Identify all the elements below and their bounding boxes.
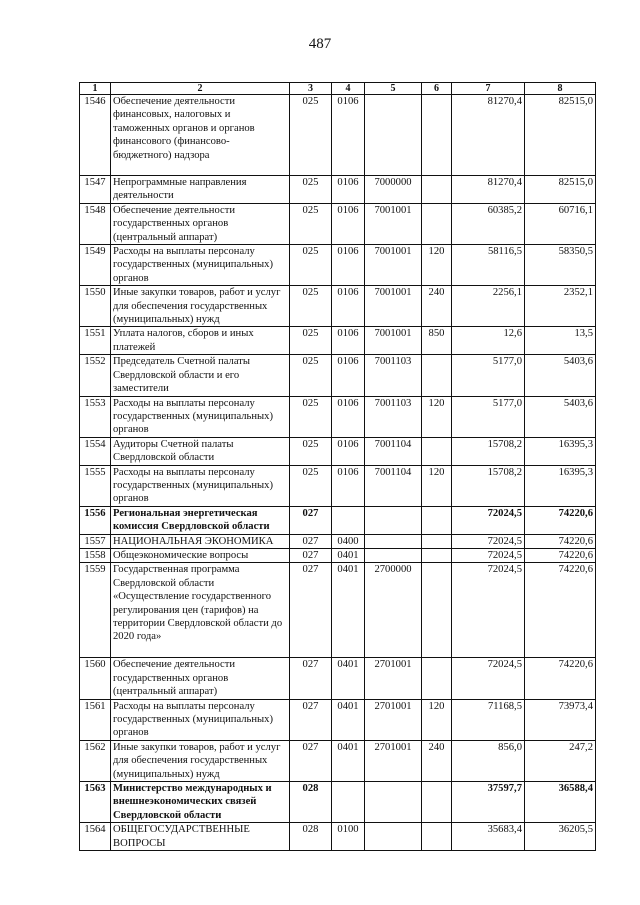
description-cell: НАЦИОНАЛЬНАЯ ЭКОНОМИКА — [111, 534, 290, 548]
row-number-cell: 1561 — [80, 699, 111, 740]
code-cell: 025 — [290, 327, 332, 355]
budget-table — [79, 82, 596, 851]
amount-cell: 15708,2 — [452, 465, 525, 506]
code-cell: 025 — [290, 437, 332, 465]
description-cell: Общеэкономические вопросы — [111, 548, 290, 562]
amount-cell: 16395,3 — [525, 465, 596, 506]
amount-cell: 72024,5 — [452, 658, 525, 699]
amount-cell: 60385,2 — [452, 203, 525, 244]
expense-type-cell: 120 — [422, 699, 452, 740]
expense-type-cell — [422, 782, 452, 823]
table-row — [80, 465, 596, 506]
table-row — [80, 740, 596, 781]
amount-cell: 72024,5 — [452, 534, 525, 548]
row-number-cell: 1560 — [80, 658, 111, 699]
row-number-cell: 1558 — [80, 548, 111, 562]
section-cell — [332, 506, 365, 534]
amount-cell: 60716,1 — [525, 203, 596, 244]
amount-cell: 247,2 — [525, 740, 596, 781]
expense-type-cell: 850 — [422, 327, 452, 355]
amount-cell: 5177,0 — [452, 355, 525, 396]
column-header: 5 — [365, 83, 422, 95]
code-cell: 027 — [290, 658, 332, 699]
code-cell: 025 — [290, 355, 332, 396]
target-article-cell — [365, 506, 422, 534]
amount-cell: 5403,6 — [525, 355, 596, 396]
row-number-cell: 1559 — [80, 563, 111, 658]
code-cell: 025 — [290, 465, 332, 506]
row-number-cell: 1564 — [80, 823, 111, 851]
expense-type-cell — [422, 658, 452, 699]
target-article-cell: 2701001 — [365, 740, 422, 781]
page-number: 487 — [308, 36, 332, 52]
expense-type-cell — [422, 203, 452, 244]
amount-cell: 74220,6 — [525, 658, 596, 699]
row-number-cell: 1555 — [80, 465, 111, 506]
table-row — [80, 327, 596, 355]
amount-cell: 37597,7 — [452, 782, 525, 823]
table-body — [80, 95, 596, 851]
amount-cell: 74220,6 — [525, 506, 596, 534]
amount-cell: 15708,2 — [452, 437, 525, 465]
target-article-cell: 7001103 — [365, 355, 422, 396]
expense-type-cell — [422, 176, 452, 204]
table-row — [80, 782, 596, 823]
amount-cell: 72024,5 — [452, 506, 525, 534]
section-cell — [332, 782, 365, 823]
section-cell: 0100 — [332, 823, 365, 851]
description-cell: Обеспечение деятельности финансовых, налоговых и таможенных органов и органов финансового (финансово-бюджетного) надзора — [111, 95, 290, 176]
section-cell: 0401 — [332, 658, 365, 699]
amount-cell: 5403,6 — [525, 396, 596, 437]
row-number-cell: 1554 — [80, 437, 111, 465]
code-cell: 028 — [290, 823, 332, 851]
target-article-cell: 2701001 — [365, 658, 422, 699]
expense-type-cell: 240 — [422, 740, 452, 781]
expense-type-cell — [422, 355, 452, 396]
row-number-cell: 1563 — [80, 782, 111, 823]
amount-cell: 82515,0 — [525, 95, 596, 176]
description-cell: Государственная программа Свердловской области «Осуществление государственного регулирования цен (тарифов) на территории Свердловской области до 2020 года» — [111, 563, 290, 658]
amount-cell: 82515,0 — [525, 176, 596, 204]
description-cell: ОБЩЕГОСУДАРСТВЕННЫЕ ВОПРОСЫ — [111, 823, 290, 851]
description-cell: Обеспечение деятельности государственных органов (центральный аппарат) — [111, 658, 290, 699]
target-article-cell — [365, 548, 422, 562]
description-cell: Иные закупки товаров, работ и услуг для обеспечения государственных (муниципальных) нужд — [111, 740, 290, 781]
target-article-cell: 7001001 — [365, 203, 422, 244]
section-cell: 0106 — [332, 465, 365, 506]
target-article-cell — [365, 534, 422, 548]
description-cell: Расходы на выплаты персоналу государственных (муниципальных) органов — [111, 465, 290, 506]
code-cell: 027 — [290, 534, 332, 548]
code-cell: 025 — [290, 203, 332, 244]
target-article-cell: 7001001 — [365, 245, 422, 286]
amount-cell: 12,6 — [452, 327, 525, 355]
description-cell: Министерство международных и внешнеэкономических связей Свердловской области — [111, 782, 290, 823]
code-cell: 025 — [290, 176, 332, 204]
section-cell: 0106 — [332, 355, 365, 396]
table-row — [80, 176, 596, 204]
target-article-cell: 7001103 — [365, 396, 422, 437]
table-header-row — [80, 83, 596, 95]
section-cell: 0401 — [332, 563, 365, 658]
table-row — [80, 245, 596, 286]
row-number-cell: 1548 — [80, 203, 111, 244]
target-article-cell — [365, 95, 422, 176]
row-number-cell: 1549 — [80, 245, 111, 286]
table-row — [80, 823, 596, 851]
table-row — [80, 437, 596, 465]
table-row — [80, 563, 596, 658]
section-cell: 0106 — [332, 203, 365, 244]
table-row — [80, 286, 596, 327]
expense-type-cell: 240 — [422, 286, 452, 327]
amount-cell: 72024,5 — [452, 563, 525, 658]
target-article-cell: 7001001 — [365, 286, 422, 327]
column-header: 4 — [332, 83, 365, 95]
description-cell: Аудиторы Счетной палаты Свердловской области — [111, 437, 290, 465]
expense-type-cell — [422, 823, 452, 851]
column-header: 6 — [422, 83, 452, 95]
table-row — [80, 699, 596, 740]
section-cell: 0106 — [332, 245, 365, 286]
code-cell: 025 — [290, 95, 332, 176]
code-cell: 028 — [290, 782, 332, 823]
amount-cell: 58350,5 — [525, 245, 596, 286]
target-article-cell: 7001001 — [365, 327, 422, 355]
row-number-cell: 1556 — [80, 506, 111, 534]
expense-type-cell — [422, 95, 452, 176]
description-cell: Обеспечение деятельности государственных органов (центральный аппарат) — [111, 203, 290, 244]
amount-cell: 71168,5 — [452, 699, 525, 740]
target-article-cell: 7000000 — [365, 176, 422, 204]
column-header: 8 — [525, 83, 596, 95]
row-number-cell: 1553 — [80, 396, 111, 437]
description-cell: Расходы на выплаты персоналу государственных (муниципальных) органов — [111, 396, 290, 437]
row-number-cell: 1551 — [80, 327, 111, 355]
table-row — [80, 658, 596, 699]
expense-type-cell — [422, 506, 452, 534]
target-article-cell — [365, 823, 422, 851]
section-cell: 0400 — [332, 534, 365, 548]
section-cell: 0106 — [332, 396, 365, 437]
row-number-cell: 1552 — [80, 355, 111, 396]
expense-type-cell: 120 — [422, 396, 452, 437]
row-number-cell: 1546 — [80, 95, 111, 176]
expense-type-cell: 120 — [422, 245, 452, 286]
table-row — [80, 203, 596, 244]
target-article-cell: 7001104 — [365, 437, 422, 465]
table-row — [80, 534, 596, 548]
row-number-cell: 1547 — [80, 176, 111, 204]
amount-cell: 2352,1 — [525, 286, 596, 327]
amount-cell: 58116,5 — [452, 245, 525, 286]
description-cell: Иные закупки товаров, работ и услуг для обеспечения государственных (муниципальных) нужд — [111, 286, 290, 327]
code-cell: 025 — [290, 245, 332, 286]
column-header: 1 — [80, 83, 111, 95]
amount-cell: 72024,5 — [452, 548, 525, 562]
amount-cell: 5177,0 — [452, 396, 525, 437]
amount-cell: 81270,4 — [452, 176, 525, 204]
expense-type-cell — [422, 534, 452, 548]
section-cell: 0401 — [332, 548, 365, 562]
description-cell: Расходы на выплаты персоналу государственных (муниципальных) органов — [111, 699, 290, 740]
table-row — [80, 355, 596, 396]
amount-cell: 2256,1 — [452, 286, 525, 327]
column-header: 2 — [111, 83, 290, 95]
amount-cell: 16395,3 — [525, 437, 596, 465]
amount-cell: 74220,6 — [525, 563, 596, 658]
description-cell: Уплата налогов, сборов и иных платежей — [111, 327, 290, 355]
section-cell: 0106 — [332, 176, 365, 204]
section-cell: 0106 — [332, 327, 365, 355]
section-cell: 0106 — [332, 286, 365, 327]
expense-type-cell — [422, 548, 452, 562]
expense-type-cell — [422, 563, 452, 658]
column-header: 3 — [290, 83, 332, 95]
amount-cell: 73973,4 — [525, 699, 596, 740]
target-article-cell: 2701001 — [365, 699, 422, 740]
expense-type-cell: 120 — [422, 465, 452, 506]
amount-cell: 856,0 — [452, 740, 525, 781]
section-cell: 0401 — [332, 699, 365, 740]
code-cell: 025 — [290, 286, 332, 327]
section-cell: 0106 — [332, 95, 365, 176]
code-cell: 027 — [290, 548, 332, 562]
code-cell: 027 — [290, 740, 332, 781]
expense-type-cell — [422, 437, 452, 465]
section-cell: 0106 — [332, 437, 365, 465]
description-cell: Расходы на выплаты персоналу государственных (муниципальных) органов — [111, 245, 290, 286]
target-article-cell: 7001104 — [365, 465, 422, 506]
code-cell: 027 — [290, 506, 332, 534]
description-cell: Непрограммные направления деятельности — [111, 176, 290, 204]
row-number-cell: 1557 — [80, 534, 111, 548]
section-cell: 0401 — [332, 740, 365, 781]
target-article-cell: 2700000 — [365, 563, 422, 658]
table-row — [80, 95, 596, 176]
amount-cell: 36205,5 — [525, 823, 596, 851]
amount-cell: 74220,6 — [525, 548, 596, 562]
target-article-cell — [365, 782, 422, 823]
description-cell: Председатель Счетной палаты Свердловской области и его заместители — [111, 355, 290, 396]
code-cell: 027 — [290, 699, 332, 740]
table-row — [80, 396, 596, 437]
table-row — [80, 506, 596, 534]
column-header: 7 — [452, 83, 525, 95]
code-cell: 027 — [290, 563, 332, 658]
description-cell: Региональная энергетическая комиссия Свердловской области — [111, 506, 290, 534]
amount-cell: 81270,4 — [452, 95, 525, 176]
amount-cell: 13,5 — [525, 327, 596, 355]
amount-cell: 36588,4 — [525, 782, 596, 823]
code-cell: 025 — [290, 396, 332, 437]
amount-cell: 74220,6 — [525, 534, 596, 548]
row-number-cell: 1562 — [80, 740, 111, 781]
table-row — [80, 548, 596, 562]
amount-cell: 35683,4 — [452, 823, 525, 851]
row-number-cell: 1550 — [80, 286, 111, 327]
